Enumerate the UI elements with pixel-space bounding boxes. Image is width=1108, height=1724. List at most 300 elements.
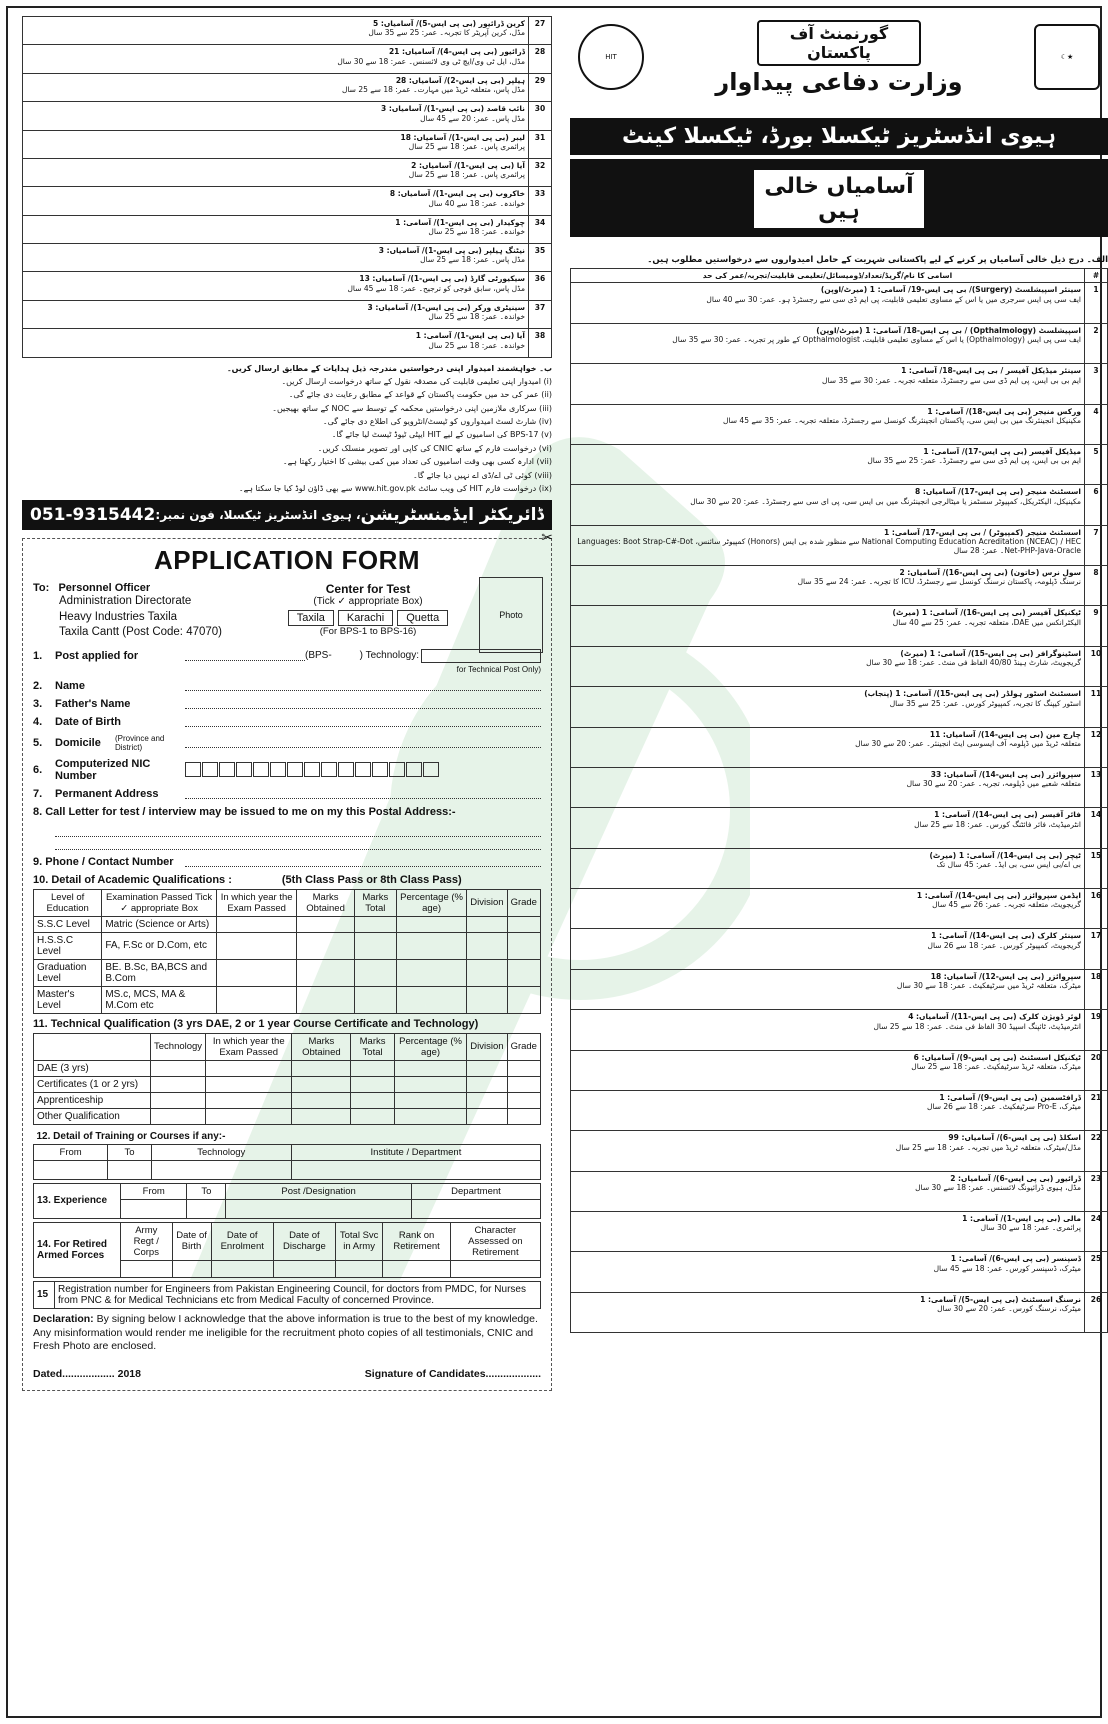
academic-cell[interactable]	[467, 986, 507, 1013]
vacancy-title: اسسٹنٹ منیجر (کمپیوٹر) / بی پی ایس-17/ آسامی: 1	[884, 527, 1081, 537]
vacancy-number: 38	[529, 329, 552, 357]
vacancy-description: الیکٹرانکس میں DAE، متعلقہ تجربہ۔ عمر: 25 سے 40 سال	[892, 617, 1081, 627]
armed-forces-header: Army Regt / Corps	[121, 1222, 173, 1260]
postal-address-field-2[interactable]	[55, 837, 541, 850]
vacancy-details	[571, 687, 1085, 727]
vacancy-description: ایم بی بی ایس، پی ایم ڈی سی سے رجسٹرڈ، متعلقہ تجربہ۔ عمر: 30 سے 35 سال	[822, 375, 1081, 385]
technical-title: 11. Technical Qualification (3 yrs DAE, 2 or 1 year Course Certificate and Technology)	[33, 1017, 479, 1030]
to-name: Personnel Officer	[58, 582, 151, 595]
vacancy-title: ڈرافٹسمین (بی پی ایس-9)/ آسامی: 1	[939, 1092, 1081, 1102]
technical-cell[interactable]	[507, 1092, 540, 1108]
vacancy-description: مڈل، ایل ٹی وی/ایچ ٹی وی لائسنس۔ عمر: 18 سے 30 سال	[337, 56, 525, 66]
vacancy-number: 21	[1085, 1090, 1108, 1130]
technical-cell[interactable]	[394, 1108, 466, 1124]
vacancy-description: بی اے/بی ایس سی، بی ایڈ۔ عمر: 45 سال تک	[936, 860, 1081, 869]
armed-forces-cell[interactable]	[450, 1260, 540, 1277]
exam-passed[interactable]: BE. B.Sc, BA,BCS and B.Com	[102, 959, 217, 986]
hit-board-title: ہیوی انڈسٹریز ٹیکسلا بورڈ، ٹیکسلا کینٹ	[570, 118, 1108, 155]
technical-cell[interactable]	[292, 1076, 351, 1092]
academic-cell[interactable]	[396, 916, 466, 932]
vacancy-title: لوئر ڈویژن کلرک (بی پی ایس-11)/ آسامیاں: 4	[908, 1012, 1081, 1022]
academic-cell[interactable]	[396, 932, 466, 959]
experience-table	[33, 1183, 541, 1219]
vacancy-description: خواندہ۔ عمر: 18 سے 40 سال	[428, 198, 525, 208]
instruction-item: (i) امیدوار اپنی تعلیمی قابلیت کی مصدقہ نقول کے ساتھ درخواست ارسال کریں۔	[281, 376, 552, 386]
vacancy-row	[23, 73, 552, 101]
academic-header: Percentage (% age)	[396, 889, 466, 916]
vacancy-row	[571, 969, 1108, 1009]
vacancy-number: 28	[529, 45, 552, 73]
education-level: S.S.C Level	[34, 916, 102, 932]
vacancy-number: 1	[1085, 283, 1108, 323]
vacancy-description: خواندہ۔ عمر: 18 سے 25 سال	[428, 227, 525, 236]
academic-cell[interactable]	[297, 932, 354, 959]
vacancy-title: سینیٹری ورکر (بی پی ایس-1)/ آسامیاں: 3	[367, 302, 525, 312]
technical-cell[interactable]	[151, 1108, 206, 1124]
center-title: Center for Test	[325, 582, 411, 597]
vacancy-description: انٹرمیڈیٹ، فائر فائٹنگ کورس۔ عمر: 18 سے 25 سال	[914, 819, 1081, 829]
registration-text: Registration number for Engineers from Pakistan Engineering Council, for doctors from PMDC, for Nurses from PNC & for Medical Technicians etc from Medical Faculty of concerned Province.	[55, 1281, 541, 1308]
vacancy-row	[571, 767, 1108, 807]
technical-cell[interactable]	[467, 1108, 507, 1124]
vacancy-details	[571, 646, 1085, 686]
academic-header: Level of Education	[34, 889, 102, 916]
field-label: Permanent Address	[55, 787, 159, 800]
vacancy-title: خاکروب (بی پی ایس-1)/ آسامیاں: 8	[389, 189, 525, 199]
vacancy-number: 5	[1085, 444, 1108, 484]
vacancy-row	[23, 187, 552, 215]
vacancy-description: مکینیکل انجینئرنگ میں بی ایس سی، پاکستان انجینئرنگ کونسل سے رجسٹرڈ، متعلقہ تجربہ۔ عمر: 35 سے 45 سال	[723, 415, 1081, 425]
bps-label: (BPS-	[305, 650, 332, 662]
vacancy-row	[571, 929, 1108, 969]
vacancy-description: میٹرک، Pro-E سرٹیفکیٹ۔ عمر: 18 سے 26 سال	[927, 1102, 1081, 1112]
test-center-option[interactable]: Quetta	[397, 610, 448, 626]
technical-header-row	[34, 1033, 541, 1060]
vacancy-title: ڈسپنسر (بی پی ایس-6)/ آسامی: 1	[950, 1254, 1081, 1264]
phone-line	[33, 856, 541, 868]
photo-box[interactable]: Photo	[479, 577, 543, 653]
academic-cell[interactable]	[507, 916, 540, 932]
academic-header: Grade	[507, 889, 540, 916]
vacancy-description: مڈل، کرین آپریٹر کا تجربہ۔ عمر: 25 سے 35 سال	[368, 28, 525, 38]
form-field-row	[33, 716, 541, 728]
domicile-field[interactable]	[185, 737, 541, 748]
technical-cell[interactable]	[394, 1076, 466, 1092]
training-header: Institute / Department	[291, 1144, 540, 1160]
technical-cell[interactable]	[151, 1060, 206, 1076]
technical-cell[interactable]	[206, 1108, 292, 1124]
vacancy-details	[571, 444, 1085, 484]
nic-digit-box[interactable]	[219, 762, 235, 777]
vacancy-title: اسپیشلسٹ (Opthalmology) / بی پی ایس-18/ آسامی: 1 (میرٹ/اوپن)	[816, 325, 1081, 335]
academic-cell[interactable]	[467, 959, 507, 986]
vacancy-title: چوکیدار (بی پی ایس-1)/ آسامی: 1	[395, 217, 525, 227]
field-number: 1.	[33, 649, 43, 662]
technical-cell[interactable]	[507, 1108, 540, 1124]
nic-digit-box[interactable]	[253, 762, 269, 777]
technical-cell[interactable]	[507, 1076, 540, 1092]
academic-note: (5th Class Pass or 8th Class Pass)	[281, 873, 462, 886]
technical-level: Apprenticeship	[34, 1092, 151, 1108]
form-field-row	[33, 734, 541, 752]
vacancy-title: کرین ڈرائیور (بی پی ایس-5)/ آسامیاں: 5	[372, 19, 525, 28]
academic-cell[interactable]	[216, 959, 297, 986]
vacancy-description: پرائمری پاس۔ عمر: 18 سے 25 سال	[408, 170, 525, 180]
vacancy-number: 7	[1085, 525, 1108, 565]
table-head: اسامی کا نام/گریڈ/تعداد/ڈومیسائل/تعلیمی قابلیت/تجربہ/عمر کی حد	[571, 269, 1085, 283]
form-field-row	[33, 698, 541, 710]
vacancy-details	[571, 606, 1085, 646]
technical-cell[interactable]	[467, 1060, 507, 1076]
vacancy-number: 12	[1085, 727, 1108, 767]
vacancy-title: میڈیکل آفیسر (بی پی ایس-17)/ آسامی: 1	[923, 446, 1081, 456]
field-label: Father's Name	[55, 697, 131, 710]
vacancy-details	[571, 1171, 1085, 1211]
vacancy-number: 25	[1085, 1252, 1108, 1292]
technical-cell[interactable]	[394, 1092, 466, 1108]
vacancy-description: میٹرک، متعلقہ ٹریڈ میں سرٹیفکیٹ۔ عمر: 18 سے 30 سال	[896, 981, 1081, 991]
vacancy-title: سپروائزر (بی پی ایس-12)/ آسامیاں: 18	[930, 971, 1081, 981]
nic-number-field[interactable]	[185, 762, 541, 777]
vacancy-description: مکینیکل، الیکٹریکل، کمپیوٹر سسٹمز یا میٹالرجی انجینئرنگ میں بی ایس سی، پی ای سی سے رجسٹرڈ۔ عمر: 20 سے 30 سال	[690, 496, 1081, 506]
vacancy-row	[571, 848, 1108, 888]
vacancy-title: سینئر کلرک (بی پی ایس-14)/ آسامی: 1	[931, 931, 1081, 941]
technical-cell[interactable]	[292, 1060, 351, 1076]
armed-forces-cell[interactable]	[211, 1260, 273, 1277]
vacancy-description: میٹرک، ڈسپنسر کورس۔ عمر: 18 سے 45 سال	[933, 1263, 1081, 1273]
vacancy-number: 8	[1085, 566, 1108, 606]
vacancy-row	[23, 102, 552, 130]
test-center-option[interactable]: Karachi	[338, 610, 393, 626]
technical-row	[34, 1076, 541, 1092]
technical-cell[interactable]	[351, 1108, 394, 1124]
vacancy-number: 15	[1085, 848, 1108, 888]
instruction-item: (iv) شارٹ لسٹ امیدواروں کو ٹیسٹ/انٹرویو کی اطلاع دی جائے گی۔	[322, 417, 552, 427]
vacancy-row	[571, 889, 1108, 929]
vacancy-details	[571, 808, 1085, 848]
armed-forces-header: Rank on Retirement	[383, 1222, 450, 1260]
experience-header: Post /Designation	[226, 1183, 412, 1199]
vacancy-details	[571, 969, 1085, 1009]
exam-passed[interactable]: Matric (Science or Arts)	[102, 916, 217, 932]
vacancy-details	[23, 158, 529, 186]
academic-cell[interactable]	[396, 986, 466, 1013]
nic-digit-box[interactable]	[185, 762, 201, 777]
experience-label: 13. Experience	[34, 1183, 121, 1218]
vacancy-description: مڈل/میٹرک، متعلقہ ٹریڈ میں تجربہ۔ عمر: 18 سے 25 سال	[895, 1142, 1081, 1152]
nic-digit-box[interactable]	[355, 762, 371, 777]
hit-logo-icon: HIT	[578, 24, 644, 90]
nic-digit-box[interactable]	[304, 762, 320, 777]
academic-header: Marks Obtained	[297, 889, 354, 916]
vacancy-description: ایف سی پی ایس سرجری میں یا اس کے مساوی تعلیمی قابلیت، پی ایم ڈی سی سے رجسٹرڈ ہو۔ عمر: 30 سے 40 سال	[706, 294, 1081, 304]
form-title: APPLICATION FORM	[153, 545, 421, 576]
signature-field[interactable]: Signature of Candidates...................	[364, 1367, 541, 1380]
academic-cell[interactable]	[507, 932, 540, 959]
vacancy-description: مڈل پاس، سابق فوجی کو ترجیح۔ عمر: 18 سے 45 سال	[347, 283, 525, 293]
field-number: 6.	[33, 763, 43, 776]
armed-forces-cell[interactable]	[121, 1260, 173, 1277]
vacancy-description: میٹرک، نرسنگ کورس۔ عمر: 20 سے 30 سال	[937, 1304, 1081, 1314]
nic-digit-box[interactable]	[202, 762, 218, 777]
vacancy-row	[571, 646, 1108, 686]
field-number: 2.	[33, 679, 43, 692]
nic-digit-box[interactable]	[423, 762, 439, 777]
field-input[interactable]	[185, 680, 541, 691]
field-number: 3.	[33, 697, 43, 710]
training-cell[interactable]	[291, 1160, 540, 1179]
armed-forces-table	[33, 1222, 541, 1278]
vacancy-number: 18	[1085, 969, 1108, 1009]
academic-cell[interactable]	[467, 932, 507, 959]
form-field-row	[33, 788, 541, 800]
vacancy-details	[571, 1010, 1085, 1050]
instruction-item: (iii) سرکاری ملازمین اپنی درخواستیں محکمہ کے توسط سے NOC کے ساتھ بھیجیں۔	[272, 403, 552, 413]
center-hint: (Tick ✓ appropriate Box)	[313, 596, 423, 608]
exam-passed[interactable]: MS.c, MCS, MA & M.Com etc	[102, 986, 217, 1013]
vacancy-details	[571, 1252, 1085, 1292]
academic-cell[interactable]	[297, 916, 354, 932]
academic-cell[interactable]	[216, 932, 297, 959]
vacancy-details	[571, 404, 1085, 444]
vacancy-description: پرائمری۔ عمر: 18 سے 30 سال	[980, 1223, 1081, 1233]
vacancy-row	[571, 687, 1108, 727]
technical-cell[interactable]	[351, 1060, 394, 1076]
vacancy-details	[23, 272, 529, 300]
experience-header: From	[121, 1183, 187, 1199]
gop-label: گورنمنٹ آف پاکستان	[757, 20, 921, 66]
academic-cell[interactable]	[354, 959, 396, 986]
technical-heading	[33, 1018, 541, 1030]
academic-cell[interactable]	[216, 916, 297, 932]
field-label: Domicile	[55, 736, 101, 749]
academic-cell[interactable]	[354, 932, 396, 959]
instruction-item: (ix) درخواست فارم HIT کی ویب سائٹ www.hit.gov.pk سے بھی ڈاؤن لوڈ کیا جا سکتا ہے۔	[238, 484, 552, 494]
technical-cell[interactable]	[467, 1076, 507, 1092]
vacancy-number: 4	[1085, 404, 1108, 444]
experience-cell[interactable]	[121, 1199, 187, 1218]
experience-cell[interactable]	[187, 1199, 226, 1218]
academic-cell[interactable]	[216, 986, 297, 1013]
armed-forces-cell[interactable]	[172, 1260, 211, 1277]
da-title: ڈائریکٹر ایڈمنسٹریشن	[360, 505, 544, 526]
technical-row	[34, 1060, 541, 1076]
vacancy-number: 11	[1085, 687, 1108, 727]
vacancy-details	[23, 130, 529, 158]
academic-cell[interactable]	[354, 916, 396, 932]
vacancy-title: نیٹنگ ہیلپر (بی پی ایس-1)/ آسامیاں: 3	[378, 246, 525, 255]
field-label: Computerized NIC Number	[55, 757, 151, 782]
vacancy-number: 2	[1085, 323, 1108, 363]
vacancy-row	[23, 272, 552, 300]
nic-digit-box[interactable]	[372, 762, 388, 777]
vacancy-title: سیکیورٹی گارڈ (بی پی ایس-1)/ آسامیاں: 13	[359, 274, 525, 284]
vacancy-details	[571, 1212, 1085, 1252]
academic-cell[interactable]	[507, 986, 540, 1013]
vacancy-title: ایڈمن سپروائزر (بی پی ایس-14)/ آسامی: 1	[916, 891, 1081, 900]
academic-cell[interactable]	[354, 986, 396, 1013]
dated-field[interactable]: Dated.................. 2018	[33, 1367, 141, 1380]
academic-title: 10. Detail of Academic Qualifications :	[33, 873, 232, 886]
experience-cell[interactable]	[411, 1199, 540, 1218]
nic-digit-box[interactable]	[270, 762, 286, 777]
vacancy-description: مڈل پاس۔ عمر: 18 سے 25 سال	[420, 255, 525, 265]
vacancy-row	[23, 215, 552, 243]
vacancy-description: انٹرمیڈیٹ، ٹائپنگ اسپیڈ 30 الفاظ فی منٹ۔ عمر: 18 سے 25 سال	[873, 1021, 1081, 1031]
technical-cell[interactable]	[151, 1076, 206, 1092]
academic-cell[interactable]	[297, 986, 354, 1013]
technical-cell[interactable]	[151, 1092, 206, 1108]
training-header: From	[34, 1144, 108, 1160]
vacancy-title: اسسٹنٹ منیجر (بی پی ایس-17)/ آسامیاں: 8	[915, 487, 1081, 497]
nic-digit-box[interactable]	[406, 762, 422, 777]
technical-cell[interactable]	[467, 1092, 507, 1108]
technical-cell[interactable]	[206, 1060, 292, 1076]
technical-cell[interactable]	[206, 1076, 292, 1092]
academic-header: Examination Passed Tick ✓ appropriate Box	[102, 889, 217, 916]
nic-digit-box[interactable]	[321, 762, 337, 777]
technical-cell[interactable]	[206, 1092, 292, 1108]
technical-cell[interactable]	[507, 1060, 540, 1076]
vacancy-details	[571, 929, 1085, 969]
technical-row	[34, 1108, 541, 1124]
vacancy-description: اسٹور کیپنگ کا تجربہ، کمپیوٹر کورس۔ عمر: 25 سے 35 سال	[889, 698, 1081, 708]
technical-cell[interactable]	[351, 1076, 394, 1092]
form-field-row	[33, 680, 541, 692]
vacancy-description: ایم بی بی ایس، پی ایم ڈی سی سے رجسٹرڈ۔ عمر: 25 سے 35 سال	[867, 456, 1081, 466]
vacancy-title: اسسٹنٹ اسٹور ہولڈر (بی پی ایس-15)/ آسامی: 1 (پنجاب)	[864, 689, 1081, 699]
technical-level: Certificates (1 or 2 yrs)	[34, 1076, 151, 1092]
field-input[interactable]	[185, 788, 541, 799]
vacancy-row	[571, 1010, 1108, 1050]
vacancy-row	[571, 1131, 1108, 1171]
training-header: To	[108, 1144, 151, 1160]
armed-forces-cell[interactable]	[335, 1260, 383, 1277]
vacancy-details	[571, 1131, 1085, 1171]
vacancy-row	[571, 364, 1108, 404]
vacancy-row	[23, 329, 552, 357]
vacancy-number: 6	[1085, 485, 1108, 525]
vacancy-title: ڈرائیور (بی پی ایس-4)/ آسامیاں: 21	[388, 47, 525, 57]
field-label: Post applied for	[55, 649, 139, 662]
vacancy-description: مڈل، ہیوی ڈرائیونگ لائسنس۔ عمر: 18 سے 30 سال	[915, 1183, 1081, 1192]
vacancy-row	[23, 45, 552, 73]
vacancy-title: ہیلپر (بی پی ایس-2)/ آسامیاں: 28	[395, 75, 525, 85]
nic-digit-box[interactable]	[389, 762, 405, 777]
vacancy-row	[571, 525, 1108, 565]
field-input[interactable]	[185, 698, 541, 709]
training-cell[interactable]	[108, 1160, 151, 1179]
academic-row	[34, 986, 541, 1013]
education-level: Graduation Level	[34, 959, 102, 986]
vacancy-details	[571, 566, 1085, 606]
vacancy-row	[571, 727, 1108, 767]
pakistan-emblem-icon: ☾★	[1034, 24, 1100, 90]
vacancy-row	[571, 323, 1108, 363]
vacancy-row	[571, 485, 1108, 525]
to-address-line: Administration Directorate	[59, 595, 192, 608]
vacancy-description: مڈل پاس۔ عمر: 20 سے 45 سال	[420, 113, 525, 123]
scissors-icon: ✂	[541, 529, 553, 546]
training-cell[interactable]	[151, 1160, 291, 1179]
field-number: 7.	[33, 787, 43, 800]
vacancy-title: ٹیچر (بی پی ایس-14)/ آسامی: 1 (میرٹ)	[929, 850, 1081, 860]
vacancy-row	[571, 1090, 1108, 1130]
tech-note: for Technical Post Only)	[456, 664, 541, 674]
vacancy-details	[23, 17, 529, 45]
vacancy-title: چارج مین (بی پی ایس-14)/ آسامیاں: 11	[929, 729, 1081, 739]
vacancy-row	[571, 808, 1108, 848]
armed-forces-header: Date of Discharge	[273, 1222, 335, 1260]
academic-cell[interactable]	[396, 959, 466, 986]
postal-address-field[interactable]	[55, 824, 541, 837]
academic-cell[interactable]	[507, 959, 540, 986]
exam-passed[interactable]: FA, F.Sc or D.Com, etc	[102, 932, 217, 959]
armed-forces-cell[interactable]	[383, 1260, 450, 1277]
vacancy-details	[23, 244, 529, 272]
vacancy-title: ورکس منیجر (بی پی ایس-18)/ آسامی: 1	[927, 406, 1081, 416]
field-number: 4.	[33, 715, 43, 728]
technical-cell[interactable]	[351, 1092, 394, 1108]
technical-header: In which year the Exam Passed	[206, 1033, 292, 1060]
vacancy-number: 22	[1085, 1131, 1108, 1171]
vacancy-title: ٹیکنیکل اسسٹنٹ (بی پی ایس-9)/ آسامیاں: 6	[913, 1052, 1081, 1062]
vacancy-number: 31	[529, 130, 552, 158]
ministry-title: وزارت دفاعی پیداوار	[715, 68, 963, 96]
vacancy-description: National Computing Education Acreditation (NCEAC) / HEC سے منظور شدہ بی ایس (Honors) کمپیوٹر سائنس، Languages: Boot Strap-C#-Dot Net-PHP-Java-Oracle۔ عمر: 28 سال	[577, 537, 1081, 556]
instruction-item: (vii) ادارہ کسی بھی وقت اسامیوں کی تعداد میں کمی بیشی کا اختیار رکھتا ہے۔	[282, 457, 552, 467]
technical-header: Percentage (% age)	[394, 1033, 466, 1060]
technical-cell[interactable]	[292, 1108, 351, 1124]
instructions-heading: ب۔ خواہشمند امیدوار اپنی درخواستیں مندرجہ ذیل ہدایات کے مطابق ارسال کریں۔	[226, 363, 552, 373]
technical-row	[34, 1092, 541, 1108]
advertisement-page	[6, 6, 1108, 1718]
test-center-option[interactable]: Taxila	[288, 610, 334, 626]
vacancy-row	[23, 158, 552, 186]
vacancy-details	[571, 767, 1085, 807]
field-input[interactable]	[185, 716, 541, 727]
vacancy-row	[571, 283, 1108, 323]
academic-cell[interactable]	[297, 959, 354, 986]
vacancy-details	[23, 45, 529, 73]
training-cell[interactable]	[34, 1160, 108, 1179]
vacancy-number: 13	[1085, 767, 1108, 807]
experience-cell[interactable]	[226, 1199, 412, 1218]
phone-number: 051-9315442	[30, 505, 156, 526]
nic-digit-box[interactable]	[236, 762, 252, 777]
field-label: Date of Birth	[55, 715, 121, 728]
academic-heading	[33, 874, 541, 886]
vacancy-number: 23	[1085, 1171, 1108, 1211]
vacancy-title: آیا (بی پی ایس-1)/ آسامی: 1	[415, 331, 525, 341]
technical-cell[interactable]	[292, 1092, 351, 1108]
armed-forces-cell[interactable]	[273, 1260, 335, 1277]
nic-digit-box[interactable]	[287, 762, 303, 777]
instructions	[22, 364, 552, 495]
academic-cell[interactable]	[467, 916, 507, 932]
vacancy-row	[571, 1171, 1108, 1211]
vacancy-number: 35	[529, 244, 552, 272]
phone-field[interactable]	[185, 856, 541, 867]
vacancy-title: نائب قاصد (بی پی ایس-1)/ آسامیاں: 3	[381, 104, 525, 114]
academic-header: In which year the Exam Passed	[216, 889, 297, 916]
technical-cell[interactable]	[394, 1060, 466, 1076]
nic-digit-box[interactable]	[338, 762, 354, 777]
vacancy-title: سول نرس (خاتون) (بی پی ایس-16)/ آسامیاں: 2	[899, 568, 1081, 577]
vacancy-number: 19	[1085, 1010, 1108, 1050]
post-applied-field[interactable]	[185, 650, 305, 661]
vacancies-heading: آسامیاں خالی ہیں	[751, 167, 927, 231]
